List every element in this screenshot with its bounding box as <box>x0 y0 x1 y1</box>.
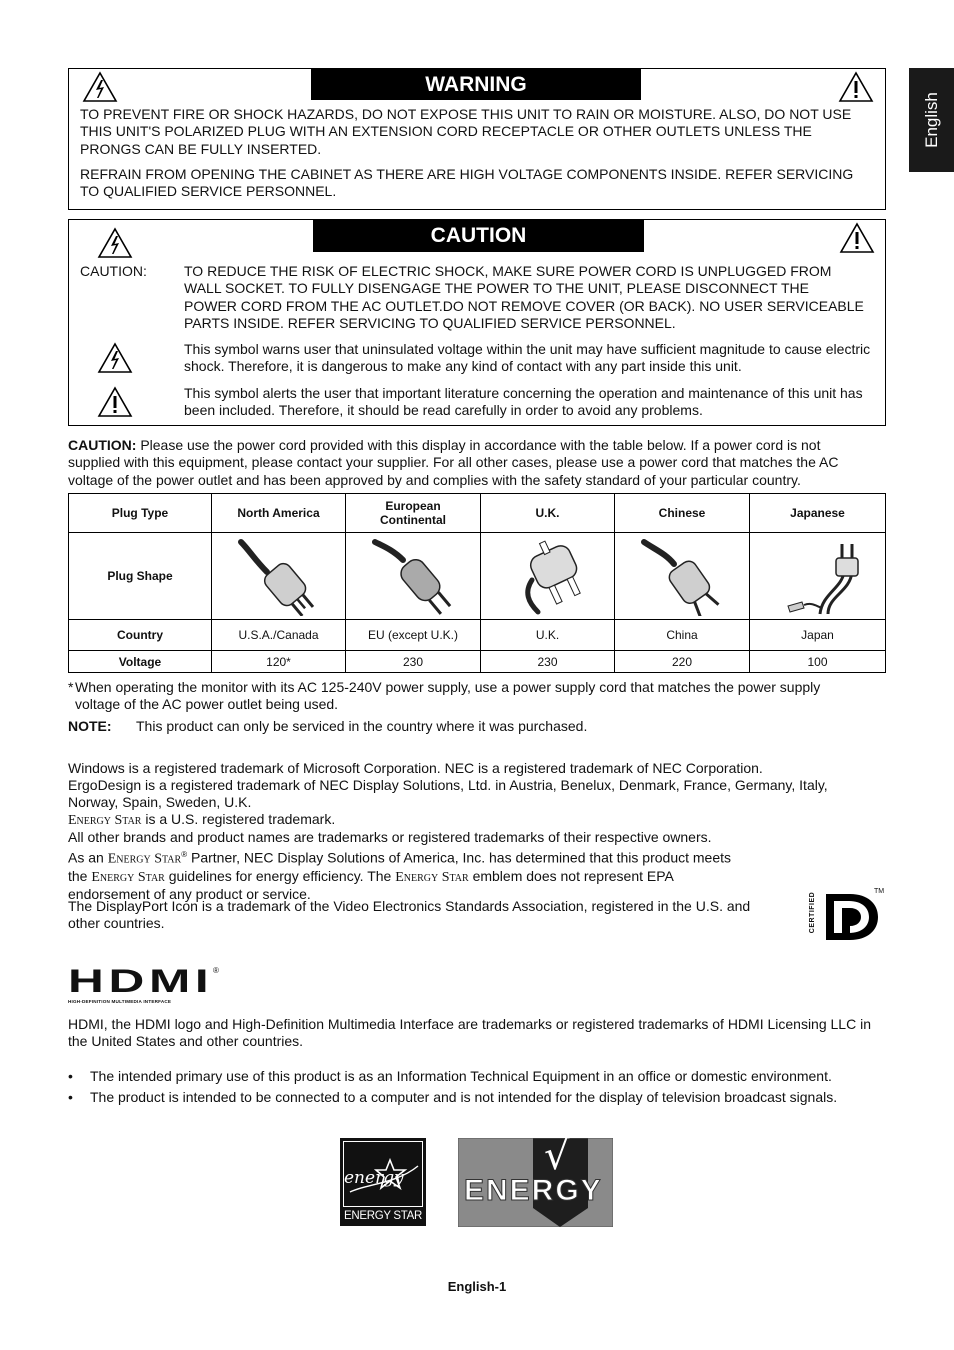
voltage-cell: 230 <box>481 651 615 673</box>
lightning-caution-icon <box>97 227 133 259</box>
footnote-text: When operating the monitor with its AC 125-240V power supply, use a power supply cord that matches the power supply voltage of the AC power outlet being used. <box>75 679 821 713</box>
trademark-ergodesign: ErgoDesign is a registered trademark of NEC Display Solutions, Ltd. in Austria, Benelux, Denmark, France, Germany, Italy, Norway, Spain, Sweden, U.K. <box>68 777 828 811</box>
energy-script: energy <box>344 1168 404 1188</box>
bullet-item: The intended primary use of this product is as an Information Technical Equipment in an office or domestic environment. <box>90 1068 832 1084</box>
voltage-symbol-description: This symbol warns user that uninsulated voltage within the unit may have sufficient magnitude to cause electric shock. Therefore, it is dangerous to make any kind of contact with any part inside this unit. <box>184 341 871 375</box>
plug-shape-label: Plug Shape <box>69 533 212 620</box>
country-label: Country <box>69 620 212 651</box>
dp-tm: TM <box>874 888 885 895</box>
page-number: English-1 <box>447 1279 507 1294</box>
bullet-icon: • <box>68 1068 73 1084</box>
header-chinese: Chinese <box>615 494 750 533</box>
literature-symbol-description: This symbol alerts the user that important literature concerning the operation and maintenance of this unit has been included. Therefore, it should be read carefully in order to avoid any problems. <box>184 385 863 419</box>
warning-paragraph-2: REFRAIN FROM OPENING THE CABINET AS THERE ARE HIGH VOLTAGE COMPONENTS INSIDE. REFER SERVICING TO QUALIFIED SERVICE PERSONNEL. <box>80 166 854 200</box>
header-plug-type: Plug Type <box>69 494 212 533</box>
bullet-icon: • <box>68 1089 73 1105</box>
voltage-label: Voltage <box>69 651 212 673</box>
trademark-displayport: The DisplayPort Icon is a trademark of the Video Electronics Standards Association, registered in the U.S. and other countries. <box>68 898 751 932</box>
energy-star-logo <box>340 1138 426 1226</box>
energy-star-name: Energy Star <box>107 851 182 867</box>
bullet-item: The product is intended to be connected to a computer and is not intended for the display of television broadcast signals. <box>90 1089 838 1105</box>
header-japanese: Japanese <box>750 494 886 533</box>
table-row <box>69 620 886 651</box>
energy-star-name: Energy Star <box>91 870 165 886</box>
footnote-star: * <box>68 679 74 695</box>
table-row <box>69 533 886 620</box>
language-tab <box>909 68 954 172</box>
table-row <box>69 494 886 533</box>
energy-star-name: Energy Star <box>68 813 142 828</box>
lightning-warning-icon <box>82 71 118 103</box>
partner-text-1: As an <box>68 849 108 866</box>
note-text: This product can only be serviced in the country where it was purchased. <box>136 718 588 734</box>
lightning-symbol-icon <box>97 342 133 374</box>
hdmi-letters: HDMI <box>68 963 214 999</box>
hdmi-logo <box>68 963 228 1008</box>
trademark-energy-star <box>68 811 768 829</box>
plug-table <box>68 493 886 673</box>
exclamation-caution-icon <box>839 222 875 254</box>
country-cell: U.K. <box>481 620 615 651</box>
header-north-america: North America <box>212 494 346 533</box>
exclamation-symbol-icon <box>97 386 133 418</box>
european-plug-image <box>346 533 481 620</box>
country-cell: EU (except U.K.) <box>346 620 481 651</box>
voltage-cell: 120* <box>212 651 346 673</box>
country-cell: U.S.A./Canada <box>212 620 346 651</box>
header-european <box>346 494 481 533</box>
trademark-partner <box>68 846 748 904</box>
voltage-cell: 100 <box>750 651 886 673</box>
note-label: NOTE: <box>68 718 112 734</box>
chinese-plug-image <box>615 533 750 620</box>
registered-mark: ® <box>181 850 188 859</box>
partner-text-2: Partner, NEC Display Solutions of America, Inc. has determined that this product meets the <box>68 849 732 885</box>
energy-check-icon: √ <box>544 1133 570 1179</box>
japanese-plug-image <box>750 533 886 620</box>
caution-label: CAUTION: <box>80 263 147 279</box>
country-cell: Japan <box>750 620 886 651</box>
energy-logo <box>458 1133 613 1227</box>
language-tab-label: English <box>921 92 941 148</box>
power-cord-caution-lead: CAUTION: <box>68 437 137 453</box>
partner-text-4: emblem does not represent EPA endorsement of any product or service. <box>68 868 674 903</box>
energy-star-name: Energy Star <box>395 870 469 886</box>
trademark-windows: Windows is a registered trademark of Microsoft Corporation. NEC is a registered trademark of NEC Corporation. <box>68 760 763 776</box>
partner-text-3: guidelines for energy efficiency. The <box>164 868 396 885</box>
energy-star-label: ENERGY STAR <box>343 1210 423 1222</box>
caution-text: TO REDUCE THE RISK OF ELECTRIC SHOCK, MAKE SURE POWER CORD IS UNPLUGGED FROM WALL SOCKET. TO FULLY DISENGAGE THE POWER TO THE UNIT, PLEASE DISCONNECT THE POWER CORD FROM THE AC OUTLET.DO NOT REMOVE COVER (OR BACK). NO USER SERVICEABLE PARTS INSIDE. REFER SERVICING TO QUALIFIED SERVICE PERSONNEL. <box>184 263 864 332</box>
hdmi-tagline: HIGH-DEFINITION MULTIMEDIA INTERFACE <box>68 999 172 1004</box>
exclamation-warning-icon <box>838 71 874 103</box>
warning-title: WARNING <box>311 69 641 100</box>
country-cell: China <box>615 620 750 651</box>
voltage-cell: 220 <box>615 651 750 673</box>
displayport-certified-logo <box>810 888 888 944</box>
table-row <box>69 651 886 673</box>
power-cord-caution <box>68 437 858 489</box>
header-uk: U.K. <box>481 494 615 533</box>
uk-plug-image <box>481 533 615 620</box>
north-america-plug-image <box>212 533 346 620</box>
caution-title: CAUTION <box>313 220 644 252</box>
energy-word: ENERGY <box>464 1174 603 1207</box>
hdmi-trademark-text: HDMI, the HDMI logo and High-Definition Multimedia Interface are trademarks or registered trademarks of HDMI Licensing LLC in the United States and other countries. <box>68 1016 871 1050</box>
header-european-label: European Continental <box>380 499 446 527</box>
hdmi-registered: ® <box>213 966 219 975</box>
dp-certified-text: CERTIFIED <box>809 891 817 934</box>
warning-paragraph-1: TO PREVENT FIRE OR SHOCK HAZARDS, DO NOT EXPOSE THIS UNIT TO RAIN OR MOISTURE. ALSO, DO NOT USE THIS UNIT'S POLARIZED PLUG WITH AN EXTENSION CORD RECEPTACLE OR OTHER OUTLETS UNLESS THE PRONGS CAN BE FULLY INSERTED. <box>80 106 852 157</box>
power-cord-caution-text: Please use the power cord provided with this display in accordance with the table below. If a power cord is not supplied with this equipment, please contact your supplier. For all other cases, please use a power cord that matches the AC voltage of the power outlet and has been approved by and complies with the safety standard of your particular country. <box>68 437 839 488</box>
trademark-all-other: All other brands and product names are trademarks or registered trademarks of their respective owners. <box>68 829 712 845</box>
energy-star-us-text: is a U.S. registered trademark. <box>141 811 336 827</box>
voltage-cell: 230 <box>346 651 481 673</box>
